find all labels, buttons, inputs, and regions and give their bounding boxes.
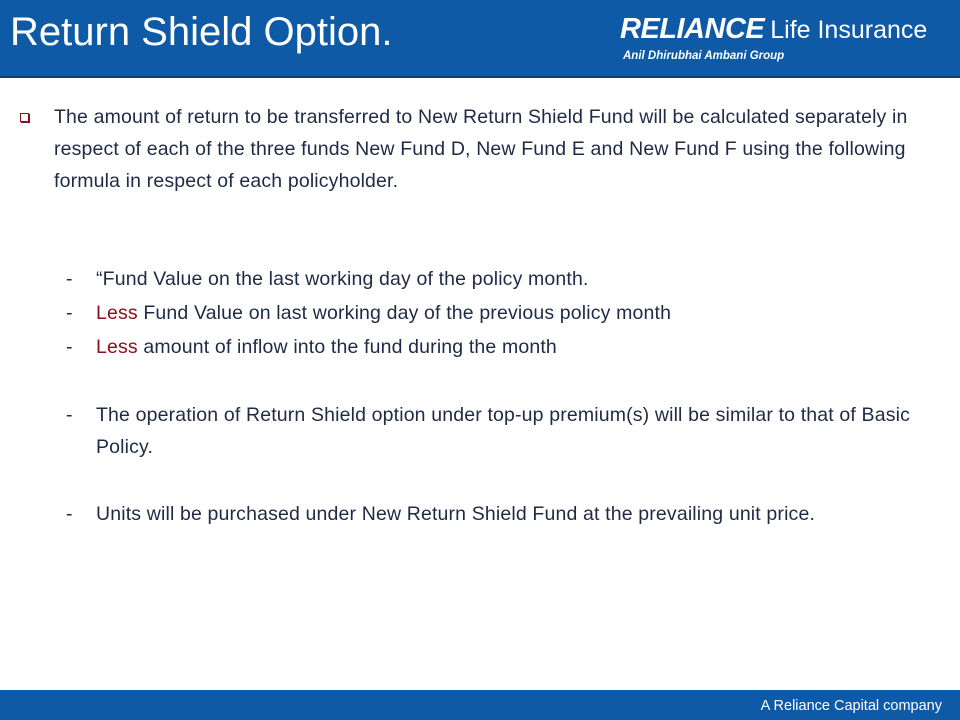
logo-group: Anil Dhirubhai Ambani Group	[623, 50, 785, 62]
page-title: Return Shield Option.	[10, 10, 393, 54]
dash-marker: -	[66, 302, 73, 324]
square-bullet-icon	[20, 113, 29, 122]
logo-product: Life Insurance	[770, 16, 928, 44]
logo-brand: RELIANCE	[620, 13, 765, 45]
dash-marker: -	[66, 336, 73, 358]
footer-text: A Reliance Capital company	[760, 698, 942, 714]
less-emphasis: Less	[96, 336, 138, 358]
sub-item-rest: amount of inflow into the fund during the month	[137, 336, 557, 358]
sub-item-text: “Fund Value on the last working day of the policy month.	[96, 268, 589, 290]
footer-bar	[0, 690, 960, 720]
dash-marker: -	[66, 503, 73, 525]
sub-item-text	[96, 297, 926, 329]
header-bar	[0, 0, 960, 78]
dash-marker: -	[66, 404, 73, 426]
less-emphasis: Less	[96, 302, 138, 324]
main-bullet-text: The amount of return to be transferred to New Return Shield Fund will be calculated separately in respect of each of the three funds New Fund D, New Fund E and New Fund F using the following formula in respect of each policyholder.	[54, 106, 908, 192]
reliance-logo	[620, 14, 950, 64]
sub-item-text	[96, 331, 926, 363]
dash-marker: -	[66, 268, 73, 290]
sub-item-rest: Fund Value on last working day of the previous policy month	[137, 302, 672, 324]
sub-item-text: Units will be purchased under New Return Shield Fund at the prevailing unit price.	[96, 503, 816, 525]
sub-item-text: The operation of Return Shield option under top-up premium(s) will be similar to that of Basic Policy.	[96, 404, 910, 458]
